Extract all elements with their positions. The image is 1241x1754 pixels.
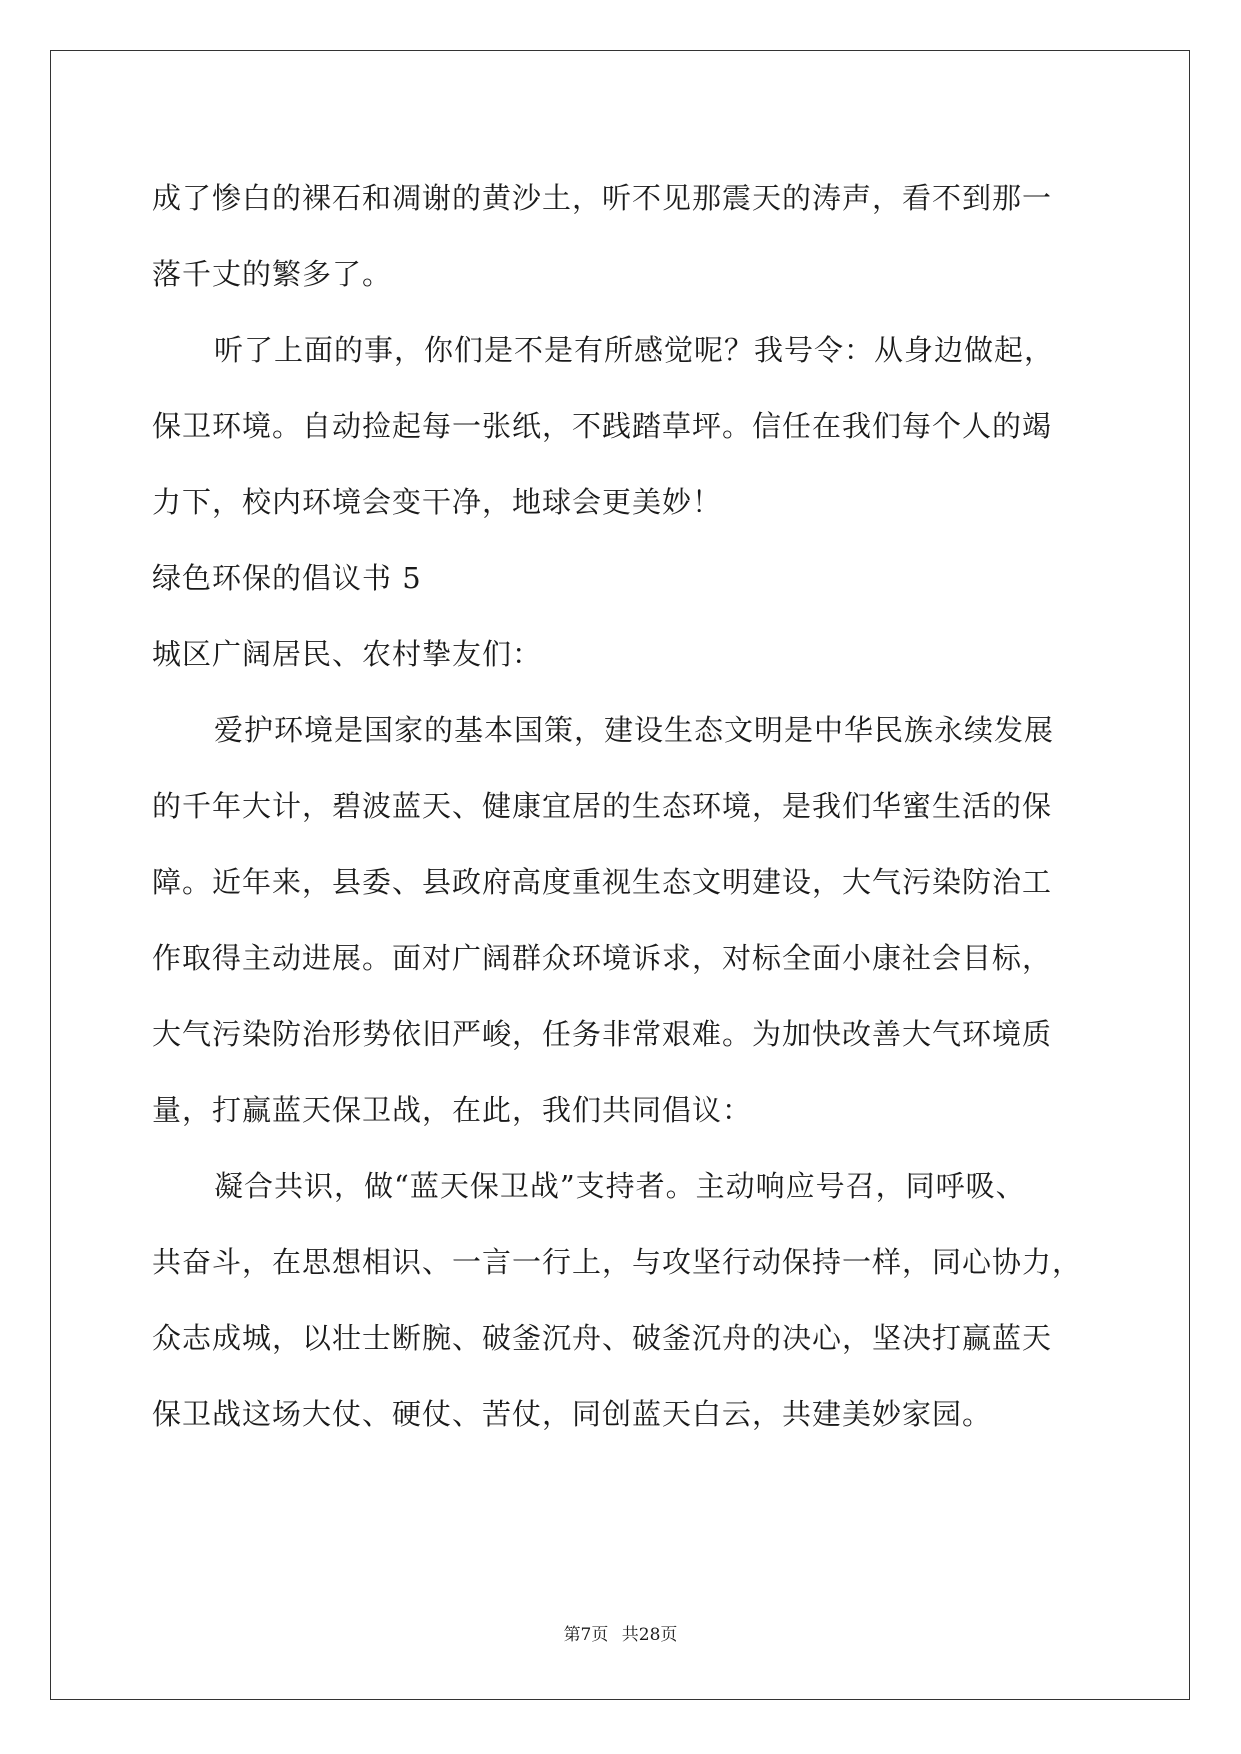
body-line: 大气污染防治形势依旧严峻，任务非常艰难。为加快改善大气环境质	[152, 1017, 1053, 1051]
body-line: 量，打赢蓝天保卫战，在此，我们共同倡议：	[152, 1093, 753, 1127]
body-line: 作取得主动进展。面对广阔群众环境诉求，对标全面小康社会目标，	[152, 941, 1053, 975]
body-line: 障。近年来，县委、县政府高度重视生态文明建设，大气污染防治工	[152, 865, 1053, 899]
paragraph-start-line: 爱护环境是国家的基本国策，建设生态文明是中华民族永续发展	[214, 713, 1055, 747]
body-line: 保卫战这场大仗、硬仗、苦仗，同创蓝天白云，共建美妙家园。	[152, 1397, 993, 1431]
page-number: 第7页	[563, 1625, 609, 1645]
salutation: 城区广阔居民、农村挚友们：	[152, 637, 543, 671]
page-total: 共28页	[621, 1625, 678, 1645]
body-line: 保卫环境。自动捡起每一张纸，不践踏草坪。信任在我们每个人的竭	[152, 409, 1053, 443]
body-line: 众志成城，以壮士断腕、破釜沉舟、破釜沉舟的决心，坚决打赢蓝天	[152, 1321, 1053, 1355]
paragraph-start-line: 听了上面的事，你们是不是有所感觉呢？我号令：从身边做起，	[214, 333, 1055, 367]
section-heading: 绿色环保的倡议书 5	[152, 561, 422, 595]
body-line: 的千年大计，碧波蓝天、健康宜居的生态环境，是我们华蜜生活的保	[152, 789, 1053, 823]
body-line: 落千丈的繁多了。	[152, 257, 393, 291]
document-body	[152, 160, 1092, 1452]
body-line: 共奋斗，在思想相识、一言一行上，与攻坚行动保持一样，同心协力，	[152, 1245, 1083, 1279]
body-line: 成了惨白的裸石和凋谢的黄沙土，听不见那震天的涛声，看不到那一	[152, 181, 1053, 215]
body-line: 力下，校内环境会变干净，地球会更美妙！	[152, 485, 723, 519]
paragraph-start-line: 凝合共识，做“蓝天保卫战”支持者。主动响应号召，同呼吸、	[214, 1169, 1026, 1203]
page-footer	[0, 1620, 1241, 1645]
